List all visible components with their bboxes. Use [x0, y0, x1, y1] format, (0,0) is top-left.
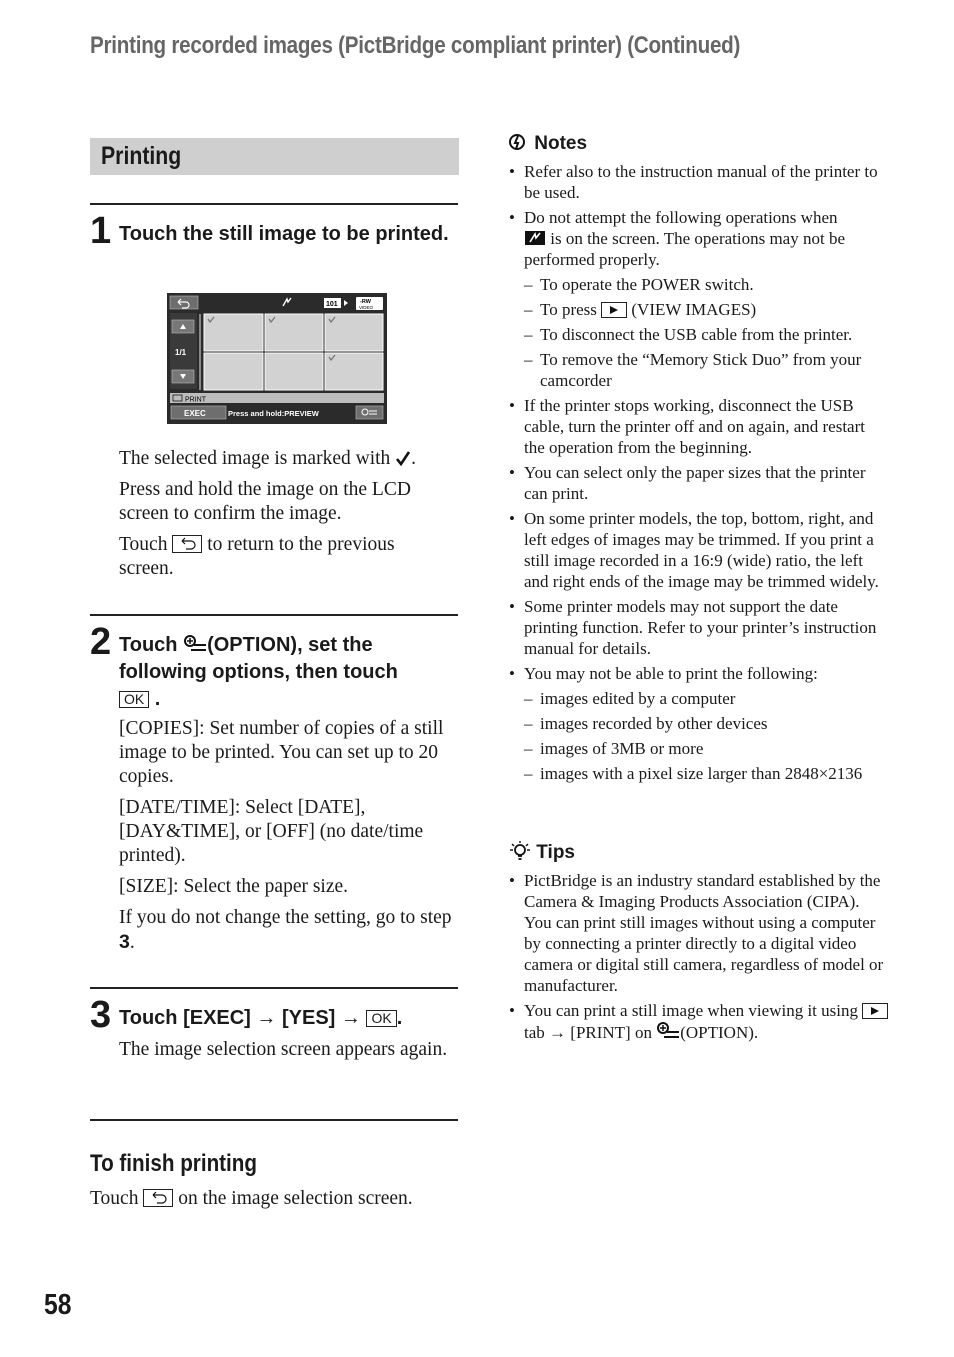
finish-text: Touch on the image selection screen. [90, 1188, 413, 1209]
view-images-icon [862, 1003, 888, 1019]
step1-heading: Touch the still image to be printed. [119, 223, 449, 245]
note-item: • Do not attempt the following operations when is on the screen. The operations may not be performed properly. [509, 207, 889, 270]
note-subitem: – To operate the POWER switch. [509, 274, 889, 295]
return-text: Touch to return to the previous screen. [119, 534, 395, 579]
svg-text:-RW: -RW [360, 299, 371, 305]
note-subitem: – To remove the “Memory Stick Duo” from your camcorder [509, 349, 889, 391]
tip-item: • PictBridge is an industry standard established by the Camera & Imaging Products Association (CIPA). You can print still images without using a computer by connecting a printer directly to a digital video camera or digital still camera, regardless of model or manufacturer. [509, 870, 889, 996]
tips-section [509, 841, 889, 1047]
datetime-text: [DATE/TIME]: Select [DATE], [DAY&TIME], or [OFF] (no date/time printed). [119, 797, 424, 866]
note-item: • If the printer stops working, disconnect the USB cable, turn the printer off and on again, and restart the operation from the beginning. [509, 395, 889, 458]
notes-section [509, 133, 889, 788]
tip-item: • You can print a still image when viewing it using tab → [PRINT] on (OPTION). [509, 1000, 889, 1043]
notes-heading: Notes [509, 133, 889, 155]
note-subitem: – To disconnect the USB cable from the printer. [509, 324, 889, 345]
section-title: Printing [101, 142, 182, 170]
note-item: • On some printer models, the top, bottom, right, and left edges of images may be trimmed. If you print a still image recorded in a 16:9 (wide) ratio, the left and right ends of the image may be trimmed widely. [509, 508, 889, 592]
view-images-icon [601, 302, 627, 318]
svg-text:PRINT: PRINT [185, 396, 206, 404]
step3-heading: Touch [EXEC] → [YES] → OK . [119, 1007, 403, 1029]
svg-text:101: 101 [326, 301, 338, 308]
section-title-bar [90, 138, 459, 175]
step3-text: The image selection screen appears again. [119, 1039, 448, 1060]
copies-text: [COPIES]: Set number of copies of a still image to be printed. You can set up to 20 copies. [119, 718, 444, 787]
return-icon [172, 535, 202, 553]
step2-number: 2 [90, 621, 112, 663]
page-number: 58 [44, 1289, 72, 1321]
step1-number: 1 [90, 210, 112, 252]
page-header: Printing recorded images (PictBridge compliant printer) (Continued) [90, 32, 741, 59]
finish-title: To finish printing [90, 1150, 258, 1177]
ok-icon: OK [366, 1010, 396, 1027]
tips-heading: Tips [509, 841, 889, 864]
press-hold-text: Press and hold the image on the LCD screen to confirm the image. [119, 479, 411, 524]
return-icon [143, 1189, 173, 1207]
lcd-option-button [356, 406, 383, 419]
selected-mark-text: The selected image is marked with . [119, 448, 417, 469]
step2-heading: Touch (OPTION), set the following options, then touch OK . [119, 634, 398, 710]
pictbridge-icon [524, 230, 546, 246]
step1-body [119, 447, 454, 588]
note-item: • Refer also to the instruction manual of the printer to be used. [509, 161, 889, 203]
notes-icon [509, 133, 529, 151]
note-subitem: – images of 3MB or more [509, 738, 889, 759]
option-icon [656, 1021, 680, 1041]
step3-divider [90, 987, 458, 989]
note-item: • You may not be able to print the following: [509, 663, 889, 684]
finish-divider [90, 1119, 458, 1121]
step2-body [119, 717, 459, 962]
lightbulb-icon [509, 841, 531, 861]
step3-number: 3 [90, 994, 112, 1036]
lcd-screen-graphic [167, 293, 387, 424]
svg-text:1/1: 1/1 [175, 348, 187, 357]
step1-divider [90, 203, 458, 205]
note-subitem: – images edited by a computer [509, 688, 889, 709]
svg-text:VIDEO: VIDEO [359, 305, 374, 310]
note-item: • Some printer models may not support the date printing function. Refer to your printer’s instruction manual for details. [509, 596, 889, 659]
svg-text:EXEC: EXEC [184, 409, 206, 418]
option-icon [183, 634, 207, 654]
svg-text:Press and hold:PREVIEW: Press and hold:PREVIEW [228, 409, 319, 418]
nochange-text: If you do not change the setting, go to step 3. [119, 907, 452, 953]
step2-divider [90, 614, 458, 616]
note-subitem: – To press (VIEW IMAGES) [509, 299, 889, 320]
ok-icon: OK [119, 691, 149, 708]
note-item: • You can select only the paper sizes that the printer can print. [509, 462, 889, 504]
lcd-screen-image [167, 293, 387, 424]
checkmark-icon [395, 451, 411, 466]
note-subitem: – images with a pixel size larger than 2848×2136 [509, 763, 889, 784]
note-subitem: – images recorded by other devices [509, 713, 889, 734]
size-text: [SIZE]: Select the paper size. [119, 876, 349, 897]
